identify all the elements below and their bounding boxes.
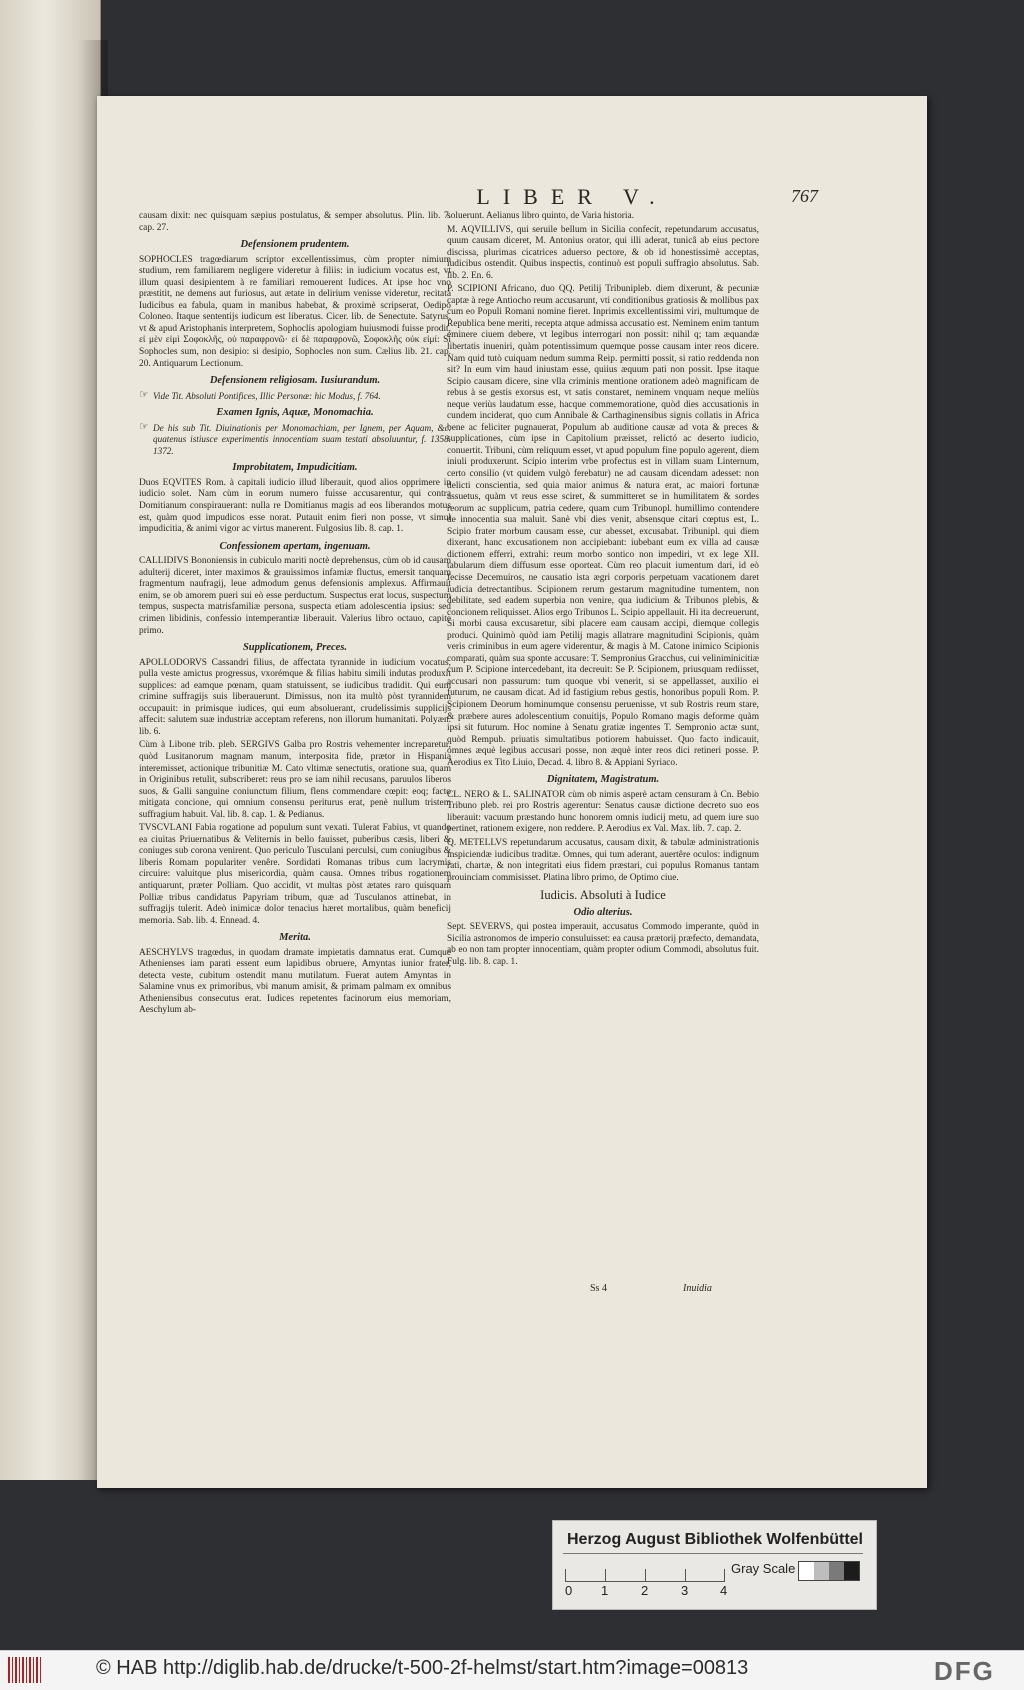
text-paragraph: Cùm à Libone trib. pleb. SERGIVS Galba pro Rostris vehementer increparetur, quòd Lusitanorum magnam manum, interposita fide, prætor in Hispania interemisset, actionique tribunitiæ M. Cato vltimæ senectutis, oratione sua, quam in Originibus retulit, subscriberet: reus pro se iam nihil recusans, paruulos liberos suos, & Galli sanguine coniunctum filium, flens commendare cœpit: eoq; facto mitigata concione, qui omnium consensu periturus erat, penè nullum tristem suffragium habuit. Val. lib. 8. cap. 1. & Pedianus. (139, 740, 451, 820)
text-paragraph: M. AQVILLIVS, qui seruile bellum in Sicilia confecit, repetundarum accusatus, quum causam diceret, M. Antonius orator, qui illi aderat, tunicâ ab eius pectore discissa, plurimas cicatrices aduerso pectore, & ob id honestissimè acceptas, iudicibus ostendit. Quibus inspectis, continuò est populi suffragio absolutus. Sab. lib. 2. En. 6. (447, 224, 759, 281)
dfg-logo: DFG (934, 1656, 995, 1686)
text-paragraph: CALLIDIVS Bononiensis in cubiculo mariti noctè deprehensus, cùm ob id causam adulterij diceret, inter maximos & grauissimos infamiæ fluctus, emersit tanquam fragmentum naufragij, leue admodum genus defensionis amplexus. Affirmauit enim, se ob amorem pueri sui eò esse perductum. Suspectus erat locus, suspectum tempus, suspecta matrisfamiliæ persona, suspecta etiam adolescentia ipsius: sed crimen libidinis, confessio intemperantiæ liberauit. Valerius libro octauo, capite primo. (139, 556, 451, 636)
signature-mark: Ss 4 (590, 1283, 607, 1294)
cross-reference: ☞ Vide Tit. Absoluti Pontifices, Illic Personæ: hic Modus, f. 764. (139, 391, 451, 403)
left-text-column (139, 211, 451, 1019)
scale-number: 0 (565, 1583, 573, 1598)
gray-swatch (844, 1562, 859, 1580)
text-paragraph: SOPHOCLES tragœdiarum scriptor excellentissimus, cùm propter nimium studium, rem familiarem negligere videretur à filiis: in iudicium vocatus est, vt illum quasi desipientem à re familiari remouerent Iudices. At ipse hoc vno præstitit, ne demens aut furiosus, aut ætate in delirium venisse videretur, recitata Iudicibus ea fabula, quam in manibus habebat, & proximè scripserat, Oedipo Coloneo. Itaque sententijs iudicum est liberatus. Cicer. lib. de Senectute. Satyrus, vt & apud Aristophanis interpretem, Sophoclis apologiam huiusmodi fuisse prodit, εἰ μὲν εἰμὶ Σοφοκλῆς, οὐ παραφρονῶ· εἰ δὲ παραφρονῶ, Σοφοκλῆς οὐκ εἰμί: Si Sophocles sum, non desipio: si desipio, Sophocles non sum. Cælius lib. 21. cap. 20. Antiquarum Lectionum. (139, 254, 451, 369)
section-heading: Improbitatem, Impudicitiam. (232, 462, 358, 474)
text-paragraph: Duos EQVITES Rom. à capitali iudicio illud liberauit, quod alios opprimere in iudicio solet. Nam cùm in eorum numero fuisse accusarentur, qui contra Domitianum conspirauerant: nulla re Domitianus magis ad eos liberandos motus est, quàm quod impudicos esse norat. Putauit enim fieri non posse, vt simul impudicitia, & animi vigor ac virtus manerent. Fulgosius lib. 8. cap. 1. (139, 477, 451, 535)
text-paragraph: soluerunt. Aelianus libro quinto, de Varia historia. (447, 211, 635, 221)
scale-ruler (565, 1561, 725, 1582)
library-scale-card (552, 1520, 877, 1610)
scale-numbers (565, 1581, 733, 1603)
scale-number: 2 (641, 1583, 649, 1598)
text-paragraph: Sept. SEVERVS, qui postea imperauit, accusatus Commodo imperante, quòd in Sicilia astronomos de imperio consuluisset: ea causa prætorij præfecto, demandata, ab eo non tam propter innocentiam, quàm propter odium Commodi, absolutus fuit. Fulg. lib. 8. cap. 1. (447, 922, 759, 967)
copyright-url[interactable]: © HAB http://diglib.hab.de/drucke/t-500-2f-helmst/start.htm?image=00813 (96, 1657, 749, 1679)
gray-scale-label: Gray Scale (731, 1561, 796, 1576)
page-number: 767 (791, 186, 818, 206)
text-paragraph: CL. NERO & L. SALINATOR cùm ob nimis asperè actam censuram à Cn. Bebio Tribuno pleb. rei pro Rostris agerentur: Senatus causæ dictione decreto suo eos liberauit: vacuum præstando hunc honorem omnis iudicij metu, ad quem iure suo pertinet, rationem exigere, non reddere. P. Aerodius ex Val. Max. lib. 7. cap. 2. (447, 789, 759, 835)
right-text-column (447, 211, 759, 970)
hab-logo-icon (8, 1657, 42, 1683)
card-divider (563, 1553, 863, 1554)
text-paragraph: causam dixit: nec quisquam sæpius postulatus, & semper absolutus. Plin. lib. 7. cap. 27. (139, 211, 451, 233)
section-heading: Merita. (279, 932, 311, 944)
section-heading: Supplicationem, Preces. (242, 642, 348, 654)
text-paragraph: TVSCVLANI Fabia rogatione ad populum sunt vexati. Tulerat Fabius, vt quando ea ciuitas Priuernatibus & Veliternis in bello fauisset, puberibus cæsis, liberi & coniuges sub corona venirent. Quo periculo Tusculani perculsi, cum coniugibus & liberis Romam populariter venêre. Sordidati Romanas tribus cum lacrymis circuire: valuitque plus misericordia, quàm causa. Omnes tribus rogationem antiquarunt, præter Polliam. Quo accidit, vt multas pòst ætates raro quisquam Polliæ tribus candidatus Papyriam tribum, quæ ad Tusculanos attinebat, in suffragijs tulerit. Adeò inimicæ dolor tenacius hæret mortalibus, quàm beneficij memoria. Sab. lib. 4. Ennead. 4. (139, 823, 451, 926)
section-heading: Confessionem apertam, ingenuam. (219, 540, 371, 552)
gray-swatch (814, 1562, 829, 1580)
running-head: LIBER V. (476, 184, 668, 209)
catchword: Inuidia (683, 1283, 712, 1294)
section-heading: Defensionem religiosam. Iusiurandum. (209, 375, 381, 387)
scale-number: 4 (720, 1583, 728, 1598)
section-heading: Odio alterius. (573, 906, 633, 918)
gray-swatch (799, 1562, 814, 1580)
section-heading: Iudicis. Absoluti à Iudice (540, 888, 666, 903)
section-heading: Defensionem prudentem. (240, 239, 350, 251)
cross-reference: ☞ De his sub Tit. Diuinationis per Monomachiam, per Ignem, per Aquam, &c. quatenus istiusce experimentis innocentiam suam testati absoluuntur, f. 1358. 1372. (139, 423, 451, 458)
scale-number: 1 (601, 1583, 609, 1598)
footer-bar (0, 1650, 1024, 1690)
library-name: Herzog August Bibliothek Wolfenbüttel (567, 1531, 863, 1548)
section-heading: Examen Ignis, Aquæ, Monomachia. (216, 407, 374, 419)
gray-swatch (829, 1562, 844, 1580)
scale-number: 3 (681, 1583, 689, 1598)
book-page (97, 96, 927, 1488)
gray-scale-swatches (798, 1561, 860, 1581)
text-paragraph: AESCHYLVS tragœdus, in quodam dramate impietatis damnatus erat. Cumque Athenienses iam parati essent eum lapidibus obruere, Amyntas iunior frater, detecta veste, cubitum ostendit manu mutilatum. Fuerat autem Amyntas in Salamine vnus ex primoribus, vbi manum amisit, & primam palmam ex omnibus Atheniensibus consecutus erat. Iudices repetentes facinorum eius memoriam, Aeschylum ab- (139, 947, 451, 1016)
text-paragraph: Q. METELLVS repetundarum accusatus, causam dixit, & tabulæ administrationis inspiciendæ iudicibus traditæ. Omnes, qui tum aderant, auertêre oculos: indignum rati, chartæ, & non integritati eius fidem præstari, cui populus Romanus tantam prouinciam commisisset. Platina libro primo, de Optimo ciue. (447, 837, 759, 883)
text-paragraph: APOLLODORVS Cassandri filius, de affectata tyrannide in iudicium vocatus, pulla veste amictus progressus, vxorémque & filias habitu simili indutas produxit supplices: ad eamque pœnam, quam statuissent, se iudicibus tradidit. Qui eum crimine suffragijs suis liberauerunt. Dimissus, non ita multò pòst tyrannidem occupauit: in primisque iudices, qui eum absoluerant, crudelissimis supplicijs affecit: salutem suæ industriæ acceptam referens, non illorum humanitati. Polyæn. lib. 6. (139, 657, 451, 737)
section-heading: Dignitatem, Magistratum. (546, 774, 660, 786)
text-paragraph: P. SCIPIONI Africano, duo QQ. Petilij Tribunipleb. diem dixerunt, & pecuniæ captæ à rege Antiocho reum accusarunt, vti conditionibus gratiosis & mollibus pax cum eo Populi Romani nomine fieret. Inprimis excellentissimi viri, multumque de Republica bene meriti, recepta atque admissa accusatio est. Neminem enim tantum eminere ciuem debere, vt legibus interrogari non possit: nihil q; tam æquandæ libertatis inueniri, quàm potentissimum quemque posse causam inter reos dicere. Nam quid tutò cuiquam nedum summa Reip. permitti possit, si ratio reddenda non sit? In eum vim haud iniustam esse, quiius æquum pati non possit. Ipse itaque Scipio causam dicere, sine vlla criminis mentione orationem adeò magnificam de rebus à se gestis exorsus est, vt satis constaret, neminem vnquam neque meliùs neque veriùs laudatum esse, hacque commemoratione, quòd dies accusationis in cundem inciderat, quo cum Annibale & Carthaginensibus signis collatis in Africa bene ac feliciter pugnauerat, Populum ab auditione causæ ad vota & preces & supplicationes, cùm ipse in Capitolium præisset, relictó ac deserto iudicio, conuertit. Tribuni, cùm reliquum esset, vt apud populum fine populo agerent, diem iniuli produxerunt. Scipio interim vrbe profectus est in villam suam Linternum, certo consilio (vt quidem vulgò ferebatur) ne ad causam dicendam adesset: non delicti conscientia, sed quia maior animus & natura erat, ac maiori fortunæ assuetus, quàm vt reus esse sciret, & summitteret se in humilitatem & sordes reorum ac supplicum, patria cedere, quam cum Tribunopl. humillimo contendere de innocentia sua maluit. Sanè vbi dies venit, absensque citari cœptus est, L. Scipio frater morbum causam esse, cur abesset, excusabat. Tribunipl. qui diem dixerant, hanc excusationem non accipiebant: iubebant eum ex villa ad causæ dictionem efferri, extrahi: reum morbo sontico non impediri, vt ex lege XII. tabularum diem diffusum esse oporteat. Cùm reo placuit iumentum dari, id eò fecisse Decemuiros, ne causatio ista ægri corporis perpetuam vacationem daret iudicia detrectantibus. Scipionem rerum gestarum magnitudine tumentem, non debilitate, sed eadem superbia non venire, qua iudicium & Tribunos plebis, & concionem reliquisset. Alios ergo Tribunos L. Scipio appellauit. Hi ita decreuerunt, Si morbi causa excusaretur, sibi placere eam causam accipi, diemque collegis produci. Quinimò quòd iam Petilij magis allatrare magnitudini Scipionis, quàm veris criminibus in eum agere viderentur, & magis à M. Catone inimico Scipionis comparati, quàm sua sponte accusare: T. Sempronius Gracchus, cui veliniminicitiæ cum P. Scipione intercedebant, ita decreuit: Se P. Scipionem, priusquam rediisset, accusari non passurum: tum quoque vbi venerit, si se appellasset, auxilio ei futurum, ne causam dicat. Ad id fastigium rebus gestis, honoribus populi Rom. P. Scipionem Deorum hominumque consensu peruenisse, vt sub Rostris reum stare, & præbere aures adolescentium conuitijs, Populo Romano magis deforme quàm ipsi sit futurum. Hoc nomine à Senatu gratiæ ingentes T. Sempronio actæ sunt, quòd Rempub. priuatis simultatibus potiorem habuisset. Quo facto indicauit, omnes æquè legibus accusari posse, non æquè inter reos dici retineri posse. P. Aerodius ex Tito Liuio, Decad. 4. libro 8. & Appiani Syriaco. (447, 284, 759, 768)
